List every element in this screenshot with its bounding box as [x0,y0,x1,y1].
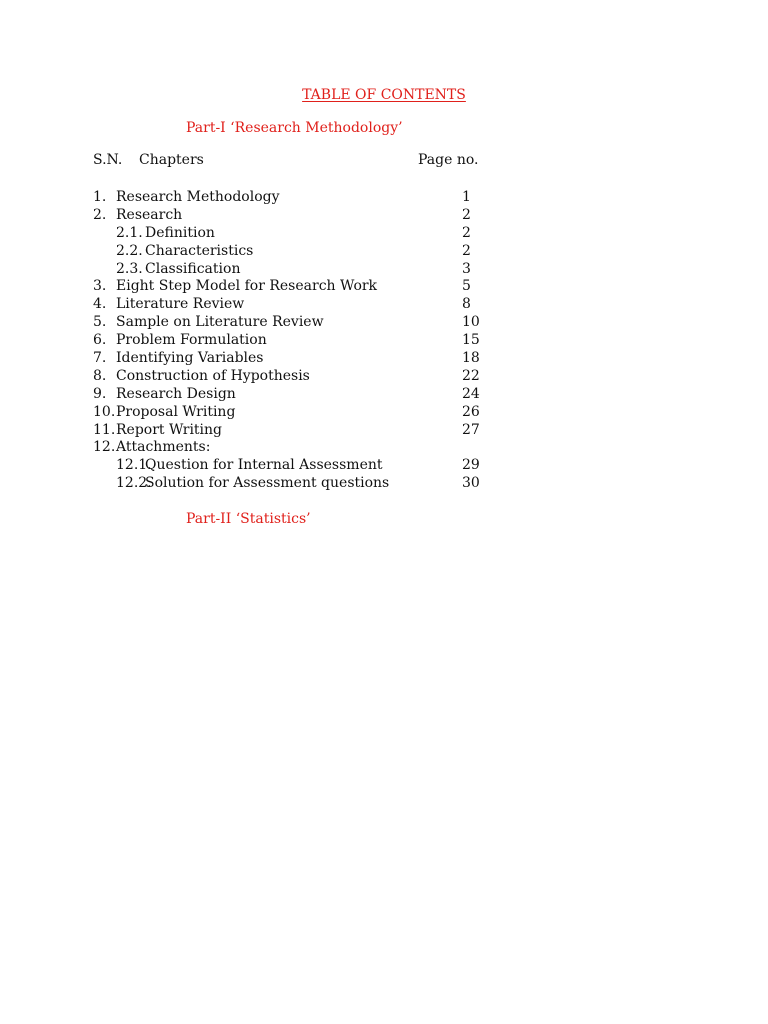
entry-title: Characteristics [145,242,254,259]
entry-number: 6. [93,332,107,349]
entry-number: 4. [93,296,107,313]
entry-page-number: 15 [462,332,480,349]
entry-title: Sample on Literature Review [116,314,324,331]
toc-entry [0,386,768,404]
toc-entry [0,296,768,314]
entry-number: 1. [93,189,107,205]
toc-entry [0,404,768,422]
entry-page-number: 26 [462,403,480,420]
entry-title: Question for Internal Assessment [145,457,383,474]
entry-page-number: 24 [462,385,480,402]
toc-entry [0,278,768,296]
entry-page-number: 2 [462,224,471,241]
entry-number: 8. [93,367,107,384]
entry-title: Research Design [116,385,236,402]
toc-subentry [0,475,768,493]
toc-subentry [0,225,768,243]
toc-entry [0,350,768,368]
entry-page-number: 1 [462,189,471,205]
entry-title: Classification [145,260,241,277]
entry-title: Report Writing [116,421,222,438]
entry-title: Attachments: [116,439,211,456]
part-2-heading: Part-II ‘Statistics’ [186,511,311,527]
entry-title: Problem Formulation [116,332,267,349]
entry-number: 12.2. [116,475,152,492]
entry-title: Research Methodology [116,189,280,205]
toc-entry [0,422,768,440]
entry-number: 11. [93,421,116,438]
chapters-column-header: Chapters [139,152,204,168]
entry-page-number: 18 [462,350,480,367]
entry-page-number: 3 [462,260,471,277]
toc-entry [0,314,768,332]
entry-page-number: 29 [462,457,480,474]
part-1-heading: Part-I ‘Research Methodology’ [186,120,403,136]
toc-entry [0,439,768,457]
toc-subentry [0,243,768,261]
entry-number: 2. [93,206,107,223]
entry-title: Proposal Writing [116,403,236,420]
entry-number: 2.2. [116,242,143,259]
toc-entry [0,189,768,207]
entry-page-number: 8 [462,296,471,313]
entry-page-number: 30 [462,475,480,492]
entry-page-number: 27 [462,421,480,438]
entry-title: Literature Review [116,296,245,313]
entry-title: Research [116,206,183,223]
entry-number: 5. [93,314,107,331]
entry-title: Solution for Assessment questions [145,475,390,492]
toc-title: TABLE OF CONTENTS [302,87,466,103]
page-column-header: Page no. [418,152,479,168]
entry-page-number: 22 [462,367,480,384]
entry-number: 12.1. [116,457,152,474]
entry-page-number: 2 [462,206,471,223]
entry-page-number: 5 [462,278,471,295]
entry-title: Identifying Variables [116,350,264,367]
entry-number: 2.1. [116,224,143,241]
toc-subentry [0,457,768,475]
entry-page-number: 10 [462,314,480,331]
entry-number: 9. [93,385,107,402]
toc-entry [0,332,768,350]
entry-number: 10. [93,403,116,420]
toc-entry [0,368,768,386]
entry-number: 12. [93,439,116,456]
entry-title: Eight Step Model for Research Work [116,278,378,295]
entry-number: 2.3. [116,260,143,277]
toc-subentry [0,261,768,279]
sn-column-header: S.N. [93,152,123,168]
toc-entry [0,207,768,225]
entry-number: 3. [93,278,107,295]
entry-title: Definition [145,224,215,241]
entry-number: 7. [93,350,107,367]
entry-page-number: 2 [462,242,471,259]
entry-title: Construction of Hypothesis [116,367,310,384]
toc-list [0,189,768,493]
